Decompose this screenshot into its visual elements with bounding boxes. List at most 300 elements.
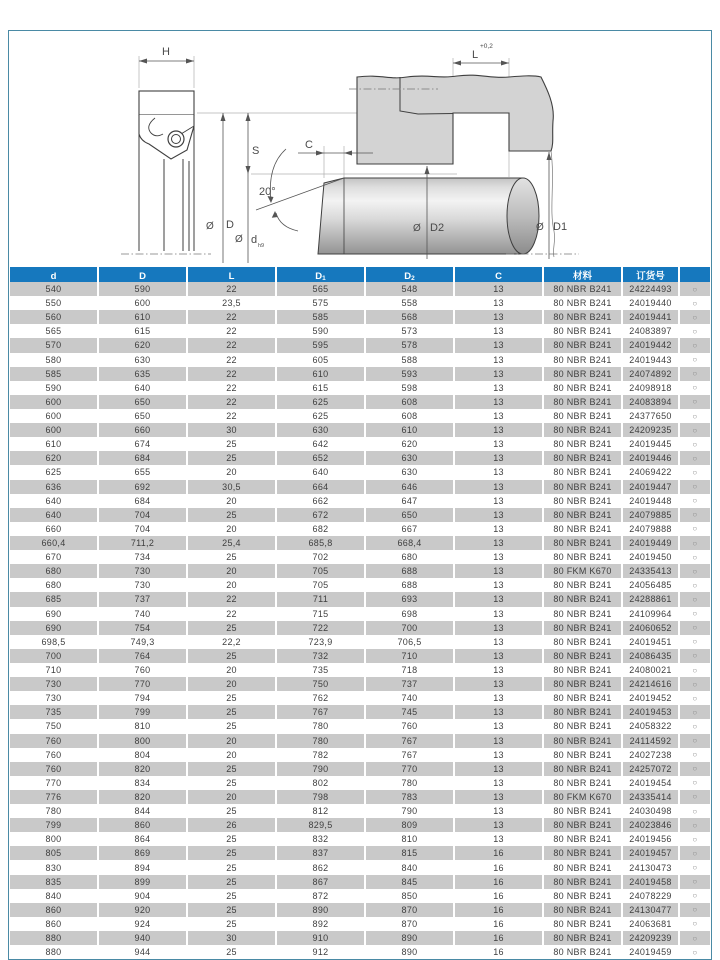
availability-mark: ○ [680, 677, 710, 691]
table-cell: 593 [366, 367, 453, 381]
availability-mark: ○ [680, 550, 710, 564]
table-cell: 702 [277, 550, 364, 564]
table-cell: 25 [188, 832, 275, 846]
table-cell: 24335414 [623, 790, 678, 804]
table-cell: 80 NBR B241 [544, 324, 621, 338]
table-cell: 20 [188, 790, 275, 804]
table-cell: 704 [99, 522, 186, 536]
table-cell: 80 NBR B241 [544, 578, 621, 592]
table-cell: 24019452 [623, 691, 678, 705]
table-cell: 24019451 [623, 635, 678, 649]
table-cell: 13 [455, 691, 542, 705]
table-cell: 13 [455, 607, 542, 621]
table-cell: 870 [366, 917, 453, 931]
table-row [10, 282, 710, 296]
table-cell: 80 NBR B241 [544, 635, 621, 649]
table-cell: 705 [277, 564, 364, 578]
table-cell: 770 [99, 677, 186, 691]
table-cell: 732 [277, 649, 364, 663]
table-cell: 25 [188, 451, 275, 465]
dim-label-D: D [226, 219, 234, 231]
table-cell: 575 [277, 296, 364, 310]
table-cell: 585 [10, 367, 97, 381]
table-cell: 24019440 [623, 296, 678, 310]
table-cell: 16 [455, 860, 542, 874]
table-row [10, 465, 710, 479]
shaft-cylinder [318, 178, 523, 254]
table-cell: 812 [277, 804, 364, 818]
table-cell: 13 [455, 762, 542, 776]
table-cell: 565 [277, 282, 364, 296]
table-cell: 22 [188, 310, 275, 324]
table-cell: 24019447 [623, 480, 678, 494]
column-header: D $_1$ [277, 267, 364, 286]
table-cell: 80 NBR B241 [544, 437, 621, 451]
table-cell: 16 [455, 889, 542, 903]
table-cell: 80 NBR B241 [544, 748, 621, 762]
column-header: C [455, 267, 542, 286]
arrowhead [272, 211, 278, 218]
dim-label-H: H [162, 46, 170, 58]
table-cell: 13 [455, 592, 542, 606]
angle-label: 20° [259, 186, 276, 198]
table-cell: 24080021 [623, 663, 678, 677]
table-cell: 815 [366, 846, 453, 860]
table-cell: 860 [10, 903, 97, 917]
table-cell: 630 [277, 423, 364, 437]
table-cell: 23,5 [188, 296, 275, 310]
table-cell: 664 [277, 480, 364, 494]
table-cell: 635 [99, 367, 186, 381]
table-cell: 25 [188, 437, 275, 451]
availability-mark: ○ [680, 734, 710, 748]
table-cell: 590 [99, 282, 186, 296]
table-cell: 590 [277, 324, 364, 338]
availability-mark: ○ [680, 437, 710, 451]
table-cell: 767 [366, 734, 453, 748]
table-cell: 600 [99, 296, 186, 310]
table-cell: 740 [366, 691, 453, 705]
table-cell: 670 [10, 550, 97, 564]
table-row [10, 889, 710, 903]
table-cell: 13 [455, 338, 542, 352]
table-cell: 13 [455, 508, 542, 522]
table-row [10, 494, 710, 508]
table-cell: 698,5 [10, 635, 97, 649]
table-cell: 580 [10, 353, 97, 367]
table-cell: 80 NBR B241 [544, 465, 621, 479]
table-cell: 767 [366, 748, 453, 762]
table-row [10, 691, 710, 705]
table-cell: 660 [10, 522, 97, 536]
table-cell: 880 [10, 931, 97, 945]
table-cell: 682 [277, 522, 364, 536]
table-cell: 13 [455, 437, 542, 451]
table-cell: 924 [99, 917, 186, 931]
table-cell: 615 [277, 381, 364, 395]
table-cell: 860 [99, 818, 186, 832]
table-cell: 24019457 [623, 846, 678, 860]
table-cell: 25 [188, 889, 275, 903]
column-header: D $_2$ [366, 267, 453, 286]
table-cell: 80 NBR B241 [544, 310, 621, 324]
table-cell: 25,4 [188, 536, 275, 550]
table-cell: 550 [10, 296, 97, 310]
table-cell: 13 [455, 395, 542, 409]
table-cell: 25 [188, 917, 275, 931]
availability-mark: ○ [680, 494, 710, 508]
table-row [10, 945, 710, 959]
table-row [10, 395, 710, 409]
availability-mark: ○ [680, 381, 710, 395]
table-cell: 780 [277, 734, 364, 748]
table-cell: 800 [99, 734, 186, 748]
table-cell: 80 NBR B241 [544, 818, 621, 832]
column-header: D [99, 267, 186, 286]
table-row [10, 409, 710, 423]
availability-mark: ○ [680, 889, 710, 903]
table-cell: 24130477 [623, 903, 678, 917]
table-cell: 646 [366, 480, 453, 494]
table-cell: 640 [10, 494, 97, 508]
table-cell: 16 [455, 945, 542, 959]
table-row [10, 451, 710, 465]
table-cell: 680 [10, 578, 97, 592]
table-cell: 840 [366, 860, 453, 874]
dim-label-D1: D1 [553, 221, 568, 233]
table-body [10, 282, 710, 959]
table-cell: 809 [366, 818, 453, 832]
table-row [10, 437, 710, 451]
table-cell: 30 [188, 931, 275, 945]
availability-mark: ○ [680, 790, 710, 804]
table-cell: 13 [455, 578, 542, 592]
table-cell: 573 [366, 324, 453, 338]
availability-mark: ○ [680, 832, 710, 846]
table-cell: 25 [188, 621, 275, 635]
table-cell: 735 [10, 705, 97, 719]
table-cell: 662 [277, 494, 364, 508]
table-cell: 723,9 [277, 635, 364, 649]
table-cell: 711,2 [99, 536, 186, 550]
table-cell: 776 [10, 790, 97, 804]
availability-mark: ○ [680, 903, 710, 917]
table-row [10, 734, 710, 748]
table-cell: 25 [188, 762, 275, 776]
availability-mark: ○ [680, 705, 710, 719]
availability-mark: ○ [680, 776, 710, 790]
table-row [10, 592, 710, 606]
table-cell: 735 [277, 663, 364, 677]
table-cell: 20 [188, 578, 275, 592]
table-cell: 13 [455, 296, 542, 310]
table-row [10, 804, 710, 818]
table-cell: 570 [10, 338, 97, 352]
table-cell: 650 [99, 409, 186, 423]
dim-label-d: d [251, 234, 258, 246]
table-cell: 668,4 [366, 536, 453, 550]
table-cell: 13 [455, 451, 542, 465]
availability-mark: ○ [680, 465, 710, 479]
table-row [10, 536, 710, 550]
table-cell: 24019443 [623, 353, 678, 367]
table-cell: 595 [277, 338, 364, 352]
table-cell: 655 [99, 465, 186, 479]
table-cell: 24019456 [623, 832, 678, 846]
availability-mark: ○ [680, 846, 710, 860]
table-cell: 610 [366, 423, 453, 437]
table-cell: 660,4 [10, 536, 97, 550]
table-cell: 540 [10, 282, 97, 296]
table-cell: 24114592 [623, 734, 678, 748]
table-cell: 80 NBR B241 [544, 917, 621, 931]
table-cell: 730 [10, 677, 97, 691]
table-cell: 80 NBR B241 [544, 889, 621, 903]
table-cell: 13 [455, 310, 542, 324]
table-cell: 30,5 [188, 480, 275, 494]
table-cell: 844 [99, 804, 186, 818]
table-cell: 718 [366, 663, 453, 677]
table-cell: 80 NBR B241 [544, 395, 621, 409]
table-cell: 660 [99, 423, 186, 437]
table-cell: 834 [99, 776, 186, 790]
table-cell: 24224493 [623, 282, 678, 296]
table-cell: 24019458 [623, 875, 678, 889]
table-cell: 13 [455, 423, 542, 437]
table-cell: 590 [10, 381, 97, 395]
table-cell: 20 [188, 465, 275, 479]
table-cell: 864 [99, 832, 186, 846]
table-cell: 20 [188, 494, 275, 508]
table-cell: 80 NBR B241 [544, 508, 621, 522]
table-cell: 630 [366, 451, 453, 465]
table-cell: 860 [10, 917, 97, 931]
table-cell: 904 [99, 889, 186, 903]
availability-mark: ○ [680, 536, 710, 550]
table-cell: 892 [277, 917, 364, 931]
table-cell: 706,5 [366, 635, 453, 649]
table-cell: 24063681 [623, 917, 678, 931]
table-cell: 762 [277, 691, 364, 705]
table-cell: 730 [99, 564, 186, 578]
table-cell: 24130473 [623, 860, 678, 874]
table-cell: 80 NBR B241 [544, 607, 621, 621]
table-cell: 24058322 [623, 719, 678, 733]
availability-mark: ○ [680, 592, 710, 606]
table-cell: 829,5 [277, 818, 364, 832]
table-row [10, 846, 710, 860]
table-row [10, 860, 710, 874]
table-cell: 740 [99, 607, 186, 621]
table-row [10, 310, 710, 324]
table-cell: 693 [366, 592, 453, 606]
table-cell: 782 [277, 748, 364, 762]
table-row [10, 776, 710, 790]
table-cell: 24019450 [623, 550, 678, 564]
availability-mark: ○ [680, 621, 710, 635]
table-cell: 80 NBR B241 [544, 762, 621, 776]
table-row [10, 719, 710, 733]
table-row [10, 635, 710, 649]
table-cell: 754 [99, 621, 186, 635]
table-cell: 24019448 [623, 494, 678, 508]
availability-mark: ○ [680, 578, 710, 592]
break-line [551, 151, 555, 257]
table-cell: 672 [277, 508, 364, 522]
table-row [10, 564, 710, 578]
table-row [10, 508, 710, 522]
dia-symbol-d: Ø [235, 234, 243, 245]
table-cell: 24019441 [623, 310, 678, 324]
table-cell: 24019445 [623, 437, 678, 451]
availability-mark: ○ [680, 564, 710, 578]
table-cell: 13 [455, 282, 542, 296]
table-cell: 690 [10, 607, 97, 621]
table-cell: 705 [277, 578, 364, 592]
table-cell: 692 [99, 480, 186, 494]
table-cell: 25 [188, 550, 275, 564]
table-cell: 24335413 [623, 564, 678, 578]
table-cell: 13 [455, 480, 542, 494]
table-cell: 22 [188, 607, 275, 621]
table-cell: 80 NBR B241 [544, 338, 621, 352]
table-cell: 13 [455, 790, 542, 804]
table-cell: 80 FKM K670 [544, 790, 621, 804]
table-cell: 24209239 [623, 931, 678, 945]
table-cell: 598 [366, 381, 453, 395]
table-cell: 13 [455, 409, 542, 423]
table-cell: 80 NBR B241 [544, 592, 621, 606]
table-cell: 625 [10, 465, 97, 479]
table-cell: 80 NBR B241 [544, 367, 621, 381]
table-cell: 745 [366, 705, 453, 719]
table-cell: 13 [455, 719, 542, 733]
table-cell: 24079888 [623, 522, 678, 536]
table-cell: 80 NBR B241 [544, 903, 621, 917]
table-cell: 558 [366, 296, 453, 310]
table-cell: 13 [455, 776, 542, 790]
table-cell: 80 NBR B241 [544, 522, 621, 536]
table-cell: 600 [10, 409, 97, 423]
table-cell: 24019454 [623, 776, 678, 790]
table-cell: 636 [10, 480, 97, 494]
availability-mark: ○ [680, 748, 710, 762]
table-cell: 630 [99, 353, 186, 367]
table-cell: 890 [366, 945, 453, 959]
dia-symbol-D2: Ø [413, 223, 421, 234]
table-cell: 610 [10, 437, 97, 451]
table-cell: 667 [366, 522, 453, 536]
table-row [10, 381, 710, 395]
table-row [10, 367, 710, 381]
table-row [10, 790, 710, 804]
table-cell: 20 [188, 677, 275, 691]
table-cell: 835 [10, 875, 97, 889]
table-row [10, 762, 710, 776]
table-cell: 548 [366, 282, 453, 296]
availability-mark: ○ [680, 395, 710, 409]
availability-mark: ○ [680, 480, 710, 494]
table-cell: 80 NBR B241 [544, 804, 621, 818]
table-cell: 13 [455, 324, 542, 338]
table-cell: 24098918 [623, 381, 678, 395]
availability-mark: ○ [680, 875, 710, 889]
table-cell: 16 [455, 917, 542, 931]
table-row [10, 423, 710, 437]
table-cell: 805 [10, 846, 97, 860]
table-cell: 710 [10, 663, 97, 677]
table-cell: 25 [188, 945, 275, 959]
table-cell: 80 NBR B241 [544, 846, 621, 860]
table-cell: 80 NBR B241 [544, 663, 621, 677]
table-cell: 25 [188, 846, 275, 860]
dim-label-L-tolerance: +0,2 [480, 43, 493, 50]
table-cell: 722 [277, 621, 364, 635]
table-cell: 13 [455, 748, 542, 762]
dim-label-D2: D2 [430, 222, 445, 234]
table-cell: 16 [455, 846, 542, 860]
table-cell: 920 [99, 903, 186, 917]
availability-mark: ○ [680, 296, 710, 310]
table-cell: 25 [188, 860, 275, 874]
availability-mark: ○ [680, 719, 710, 733]
table-cell: 620 [366, 437, 453, 451]
table-cell: 13 [455, 635, 542, 649]
table-cell: 780 [366, 776, 453, 790]
catalog-page-frame [8, 30, 712, 960]
table-row [10, 931, 710, 945]
column-header: 订货号 [623, 267, 678, 286]
table-cell: 620 [10, 451, 97, 465]
table-cell: 890 [277, 903, 364, 917]
table-cell: 80 NBR B241 [544, 423, 621, 437]
availability-mark: ○ [680, 367, 710, 381]
table-cell: 880 [10, 945, 97, 959]
table-cell: 760 [366, 719, 453, 733]
table-cell: 13 [455, 550, 542, 564]
table-cell: 22 [188, 381, 275, 395]
table-cell: 13 [455, 494, 542, 508]
table-cell: 16 [455, 931, 542, 945]
table-cell: 24074892 [623, 367, 678, 381]
table-cell: 585 [277, 310, 364, 324]
table-cell: 13 [455, 705, 542, 719]
table-cell: 862 [277, 860, 364, 874]
table-cell: 24027238 [623, 748, 678, 762]
table-cell: 610 [277, 367, 364, 381]
dim-label-C: C [305, 139, 313, 151]
table-cell: 870 [366, 903, 453, 917]
availability-mark: ○ [680, 804, 710, 818]
table-cell: 688 [366, 578, 453, 592]
table-cell: 80 FKM K670 [544, 564, 621, 578]
garter-spring-inner [172, 135, 181, 144]
table-cell: 770 [10, 776, 97, 790]
table-cell: 80 NBR B241 [544, 719, 621, 733]
availability-mark: ○ [680, 691, 710, 705]
availability-mark: ○ [680, 663, 710, 677]
table-cell: 780 [10, 804, 97, 818]
table-cell: 16 [455, 903, 542, 917]
table-cell: 20 [188, 663, 275, 677]
table-cell: 25 [188, 903, 275, 917]
table-cell: 802 [277, 776, 364, 790]
dia-symbol-D1: Ø [536, 222, 544, 233]
table-cell: 625 [277, 409, 364, 423]
seal-case [139, 91, 194, 115]
table-cell: 680 [366, 550, 453, 564]
table-row [10, 903, 710, 917]
